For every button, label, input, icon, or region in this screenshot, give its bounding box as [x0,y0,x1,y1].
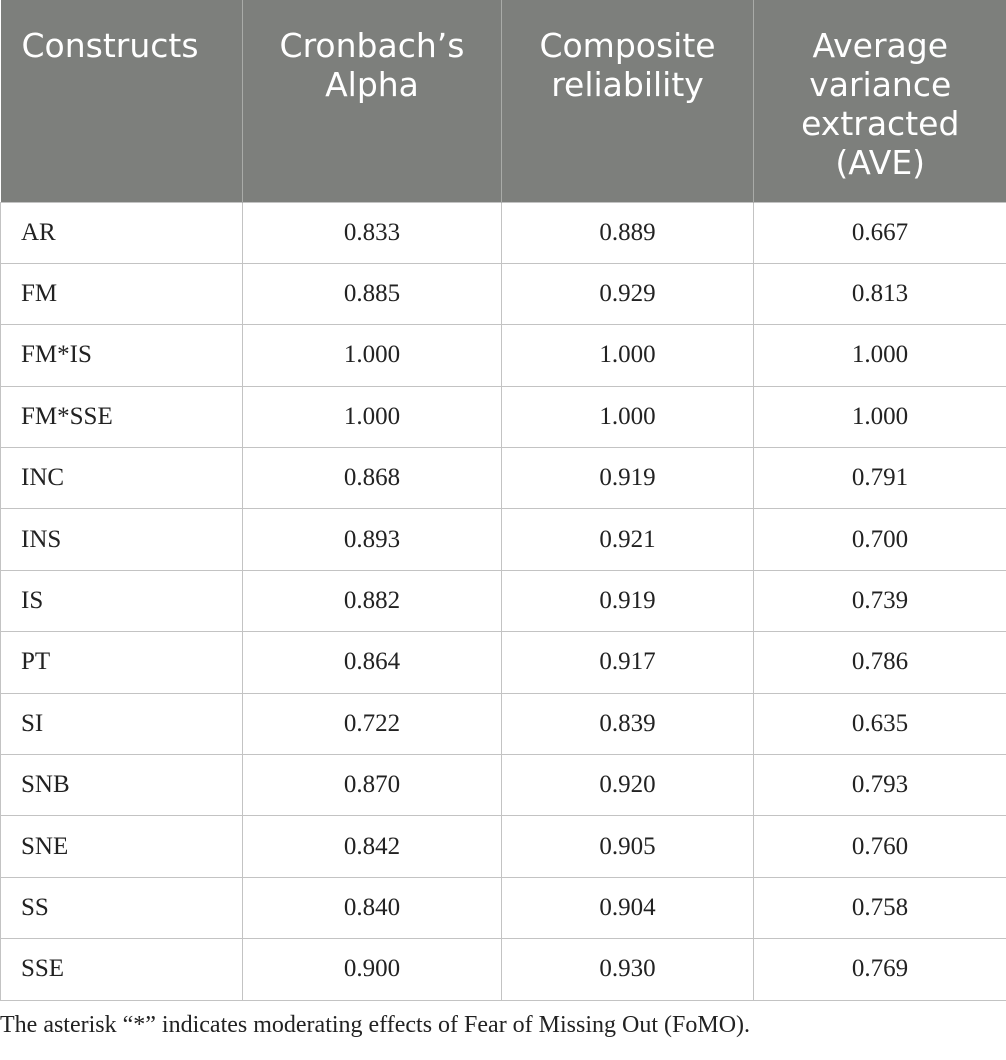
composite-reliability-cell: 0.921 [502,509,754,570]
construct-cell: IS [1,570,243,631]
ave-cell: 0.769 [754,939,1006,1000]
alpha-cell: 0.870 [243,755,502,816]
table-row [1,939,1006,1000]
table-row [1,816,1006,877]
table-body [1,202,1006,1000]
construct-cell: SSE [1,939,243,1000]
header-cronbachs-alpha: Cronbach’s Alpha [243,0,502,202]
ave-cell: 0.791 [754,448,1006,509]
ave-cell: 0.667 [754,202,1006,263]
composite-reliability-cell: 0.889 [502,202,754,263]
alpha-cell: 1.000 [243,386,502,447]
construct-cell: INS [1,509,243,570]
ave-cell: 1.000 [754,386,1006,447]
construct-cell: FM [1,263,243,324]
alpha-cell: 0.864 [243,632,502,693]
table-row [1,755,1006,816]
ave-cell: 0.813 [754,263,1006,324]
construct-cell: SNE [1,816,243,877]
alpha-cell: 0.893 [243,509,502,570]
table-row [1,263,1006,324]
ave-cell: 0.760 [754,816,1006,877]
alpha-cell: 0.722 [243,693,502,754]
construct-cell: PT [1,632,243,693]
ave-cell: 0.739 [754,570,1006,631]
construct-cell: FM*SSE [1,386,243,447]
table-header [1,0,1006,202]
ave-cell: 0.700 [754,509,1006,570]
table-row [1,325,1006,386]
alpha-cell: 0.833 [243,202,502,263]
alpha-cell: 0.900 [243,939,502,1000]
composite-reliability-cell: 1.000 [502,386,754,447]
composite-reliability-cell: 0.905 [502,816,754,877]
construct-cell: SS [1,877,243,938]
ave-cell: 0.635 [754,693,1006,754]
alpha-cell: 0.868 [243,448,502,509]
composite-reliability-cell: 0.919 [502,570,754,631]
composite-reliability-cell: 0.920 [502,755,754,816]
header-ave: Average variance extracted (AVE) [754,0,1006,202]
composite-reliability-cell: 0.919 [502,448,754,509]
table-row [1,202,1006,263]
composite-reliability-cell: 0.930 [502,939,754,1000]
composite-reliability-cell: 0.917 [502,632,754,693]
header-composite-reliability: Composite reliability [502,0,754,202]
ave-cell: 0.758 [754,877,1006,938]
header-constructs: Constructs [1,0,243,202]
table-footnote: The asterisk “*” indicates moderating effects of Fear of Missing Out (FoMO). [0,1012,751,1038]
table-row [1,448,1006,509]
ave-cell: 1.000 [754,325,1006,386]
alpha-cell: 1.000 [243,325,502,386]
composite-reliability-cell: 0.839 [502,693,754,754]
construct-cell: SNB [1,755,243,816]
composite-reliability-cell: 0.904 [502,877,754,938]
construct-cell: AR [1,202,243,263]
alpha-cell: 0.882 [243,570,502,631]
table-row [1,877,1006,938]
alpha-cell: 0.885 [243,263,502,324]
alpha-cell: 0.842 [243,816,502,877]
alpha-cell: 0.840 [243,877,502,938]
composite-reliability-cell: 1.000 [502,325,754,386]
table-row [1,632,1006,693]
ave-cell: 0.786 [754,632,1006,693]
construct-cell: SI [1,693,243,754]
table-row [1,509,1006,570]
table-row [1,570,1006,631]
ave-cell: 0.793 [754,755,1006,816]
table-row [1,386,1006,447]
table-row [1,693,1006,754]
construct-cell: FM*IS [1,325,243,386]
header-row [1,0,1006,202]
composite-reliability-cell: 0.929 [502,263,754,324]
construct-cell: INC [1,448,243,509]
